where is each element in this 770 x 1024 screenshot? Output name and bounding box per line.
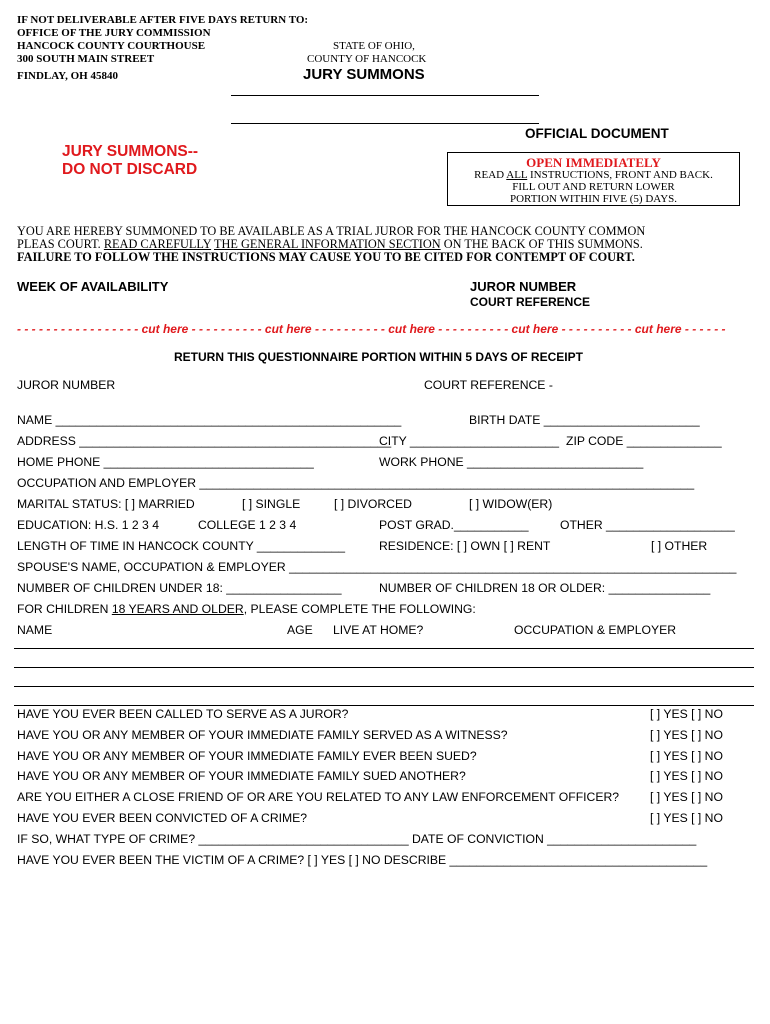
children-18-or-older-field[interactable]: NUMBER OF CHILDREN 18 OR OLDER: _______________ — [379, 581, 711, 595]
question-5-answer[interactable]: [ ] YES [ ] NO — [650, 790, 723, 804]
home-phone-field[interactable]: HOME PHONE _______________________________ — [17, 455, 314, 469]
return-line-2: OFFICE OF THE JURY COMMISSION — [17, 27, 211, 39]
zip-field[interactable]: ZIP CODE ______________ — [566, 434, 722, 448]
victim-of-crime-field[interactable]: HAVE YOU EVER BEEN THE VICTIM OF A CRIME? [ ] YES [ ] NO DESCRIBE ______________________________________ — [17, 853, 708, 867]
question-3-text: HAVE YOU OR ANY MEMBER OF YOUR IMMEDIATE FAMILY EVER BEEN SUED? — [17, 749, 477, 763]
county-label: COUNTY OF HANCOCK — [307, 53, 427, 65]
children-col-age: AGE — [287, 623, 313, 637]
warning-line-1: JURY SUMMONS-- — [62, 143, 199, 160]
intro-line-2: PLEAS COURT. READ CAREFULLY THE GENERAL INFORMATION SECTION ON THE BACK OF THIS SUMMONS. — [17, 237, 643, 251]
education-hs-field[interactable]: EDUCATION: H.S. 1 2 3 4 — [17, 518, 160, 532]
spouse-field[interactable]: SPOUSE'S NAME, OCCUPATION & EMPLOYER __________________________________________________________________ — [17, 560, 737, 574]
children-col-live-at-home: LIVE AT HOME? — [333, 623, 424, 637]
return-line-5: FINDLAY, OH 45840 — [17, 70, 118, 82]
crime-type-field[interactable]: IF SO, WHAT TYPE OF CRIME? _______________________________ DATE OF CONVICTION ______________________ — [17, 832, 697, 846]
question-1-answer[interactable]: [ ] YES [ ] NO — [650, 707, 723, 721]
question-2-text: HAVE YOU OR ANY MEMBER OF YOUR IMMEDIATE FAMILY SERVED AS A WITNESS? — [17, 728, 508, 742]
occupation-field[interactable]: OCCUPATION AND EMPLOYER _________________________________________________________________________ — [17, 476, 695, 490]
children-col-name: NAME — [17, 623, 53, 637]
education-postgrad-field[interactable]: POST GRAD.___________ — [379, 518, 529, 532]
return-line-4: 300 SOUTH MAIN STREET — [17, 53, 155, 65]
return-line-1: IF NOT DELIVERABLE AFTER FIVE DAYS RETURN TO: — [17, 14, 309, 26]
question-6-answer[interactable]: [ ] YES [ ] NO — [650, 811, 723, 825]
question-4-answer[interactable]: [ ] YES [ ] NO — [650, 769, 723, 783]
marital-married-checkbox[interactable]: MARITAL STATUS: [ ] MARRIED — [17, 497, 195, 511]
question-5-text: ARE YOU EITHER A CLOSE FRIEND OF OR ARE YOU RELATED TO ANY LAW ENFORCEMENT OFFICER? — [17, 790, 620, 804]
cut-here-line: - - - - - - - - - - - - - - - - - cut here - - - - - - - - - - cut here - - - - - - - - - - cut here - - - - - - - - - - cut here - - - - - - - - - - cut here - - - - - - — [17, 322, 726, 336]
children-entry-line-3[interactable] — [14, 686, 754, 687]
address-field[interactable]: ADDRESS ______________________________________________ — [17, 434, 392, 448]
children-col-occupation: OCCUPATION & EMPLOYER — [514, 623, 677, 637]
birth-date-field[interactable]: BIRTH DATE _______________________ — [469, 413, 700, 427]
intro-line-1: YOU ARE HEREBY SUMMONED TO BE AVAILABLE AS A TRIAL JUROR FOR THE HANCOCK COUNTY COMMON — [17, 224, 646, 238]
official-document-label: OFFICIAL DOCUMENT — [525, 126, 669, 141]
city-field[interactable]: CITY ______________________ — [379, 434, 560, 448]
work-phone-field[interactable]: WORK PHONE __________________________ — [379, 455, 644, 469]
children-instructions: FOR CHILDREN 18 YEARS AND OLDER, PLEASE COMPLETE THE FOLLOWING: — [17, 602, 476, 616]
marital-divorced-checkbox[interactable]: [ ] DIVORCED — [334, 497, 412, 511]
open-immediately-title: OPEN IMMEDIATELY — [526, 155, 661, 170]
juror-number-label: JUROR NUMBER — [470, 279, 577, 294]
children-under-18-field[interactable]: NUMBER OF CHILDREN UNDER 18: _________________ — [17, 581, 342, 595]
residence-other-checkbox[interactable]: [ ] OTHER — [651, 539, 708, 553]
education-other-field[interactable]: OTHER ___________________ — [560, 518, 735, 532]
question-4-text: HAVE YOU OR ANY MEMBER OF YOUR IMMEDIATE FAMILY SUED ANOTHER? — [17, 769, 466, 783]
children-entry-line-2[interactable] — [14, 667, 754, 668]
court-reference-label: COURT REFERENCE — [470, 295, 591, 309]
children-entry-line-4[interactable] — [14, 705, 754, 706]
open-box-line-3: PORTION WITHIN FIVE (5) DAYS. — [509, 193, 678, 205]
week-of-availability-label: WEEK OF AVAILABILITY — [17, 279, 169, 294]
header-rule-2 — [231, 123, 539, 124]
name-field[interactable]: NAME ___________________________________________________ — [17, 413, 402, 427]
warning-line-2: DO NOT DISCARD — [62, 161, 198, 178]
q-court-reference-label: COURT REFERENCE - — [424, 378, 553, 392]
open-box-line-1: READ ALL INSTRUCTIONS, FRONT AND BACK. — [474, 169, 713, 181]
children-entry-line-1[interactable] — [14, 648, 754, 649]
page-title: JURY SUMMONS — [303, 66, 425, 83]
state-label: STATE OF OHIO, — [333, 40, 415, 52]
residence-own-rent-checkbox[interactable]: RESIDENCE: [ ] OWN [ ] RENT — [379, 539, 551, 553]
intro-line-3: FAILURE TO FOLLOW THE INSTRUCTIONS MAY CAUSE YOU TO BE CITED FOR CONTEMPT OF COURT. — [17, 250, 635, 264]
education-college-field[interactable]: COLLEGE 1 2 3 4 — [198, 518, 297, 532]
q-juror-number-label: JUROR NUMBER — [17, 378, 116, 392]
question-3-answer[interactable]: [ ] YES [ ] NO — [650, 749, 723, 763]
question-1-text: HAVE YOU EVER BEEN CALLED TO SERVE AS A JUROR? — [17, 707, 349, 721]
questionnaire-heading: RETURN THIS QUESTIONNAIRE PORTION WITHIN 5 DAYS OF RECEIPT — [174, 350, 583, 364]
header-rule-1 — [231, 95, 539, 96]
open-box-line-2: FILL OUT AND RETURN LOWER — [512, 181, 675, 193]
return-line-3: HANCOCK COUNTY COURTHOUSE — [17, 40, 206, 52]
marital-widow-checkbox[interactable]: [ ] WIDOW(ER) — [469, 497, 553, 511]
marital-single-checkbox[interactable]: [ ] SINGLE — [242, 497, 301, 511]
length-of-time-field[interactable]: LENGTH OF TIME IN HANCOCK COUNTY _____________ — [17, 539, 346, 553]
question-2-answer[interactable]: [ ] YES [ ] NO — [650, 728, 723, 742]
question-6-text: HAVE YOU EVER BEEN CONVICTED OF A CRIME? — [17, 811, 308, 825]
